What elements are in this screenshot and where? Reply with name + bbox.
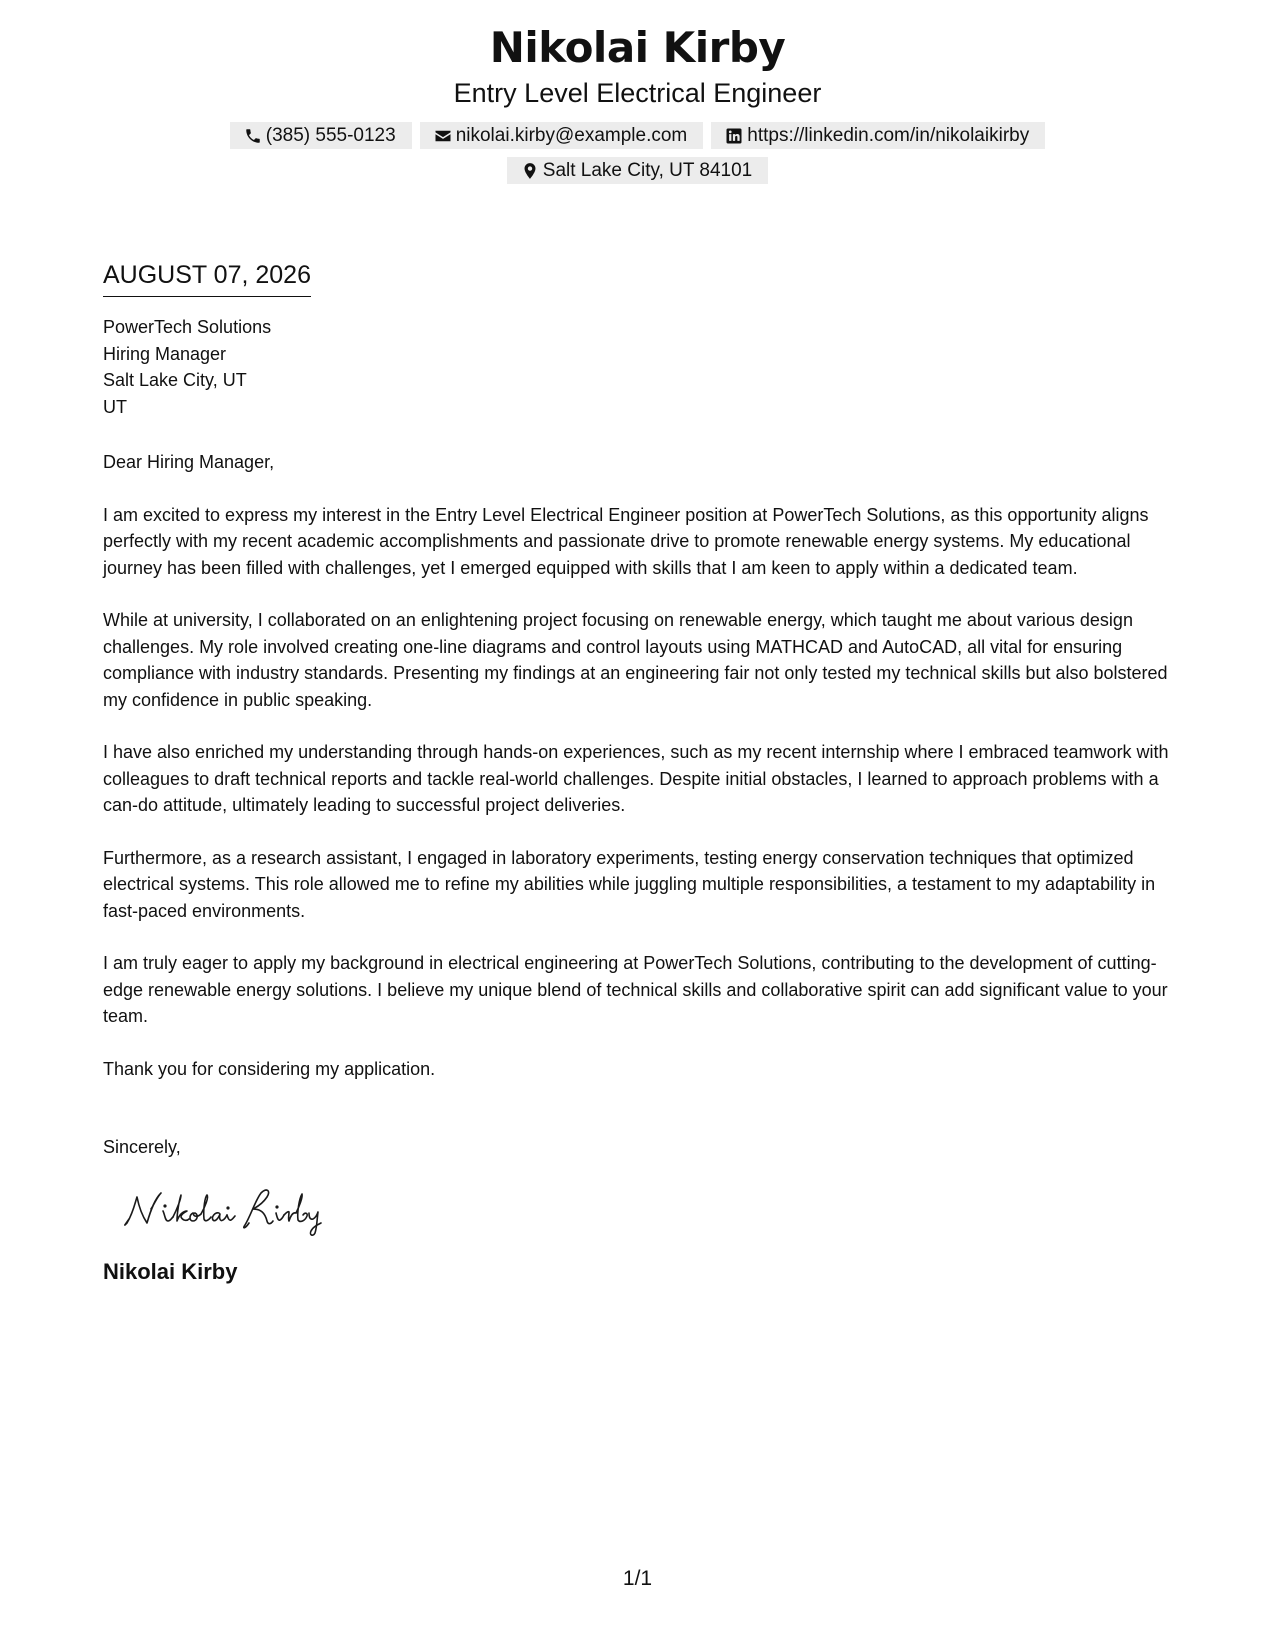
salutation: Dear Hiring Manager,: [103, 452, 275, 472]
contact-location: [507, 157, 768, 184]
contact-phone: [230, 122, 412, 149]
job-title: Entry Level Electrical Engineer: [453, 78, 822, 108]
recipient-company: PowerTech Solutions: [103, 317, 272, 337]
contact-email[interactable]: [420, 122, 704, 149]
body-paragraph: I have also enriched my understanding through hands-on experiences, such as my recent internship where I embraced teamwork with colleagues to draft technical reports and tackle real-world challenges. Despite initial obstacles, I learned to approach problems with a can-do attitude, ultimately leading to successful project deliveries.: [103, 742, 1169, 815]
body-paragraph: Thank you for considering my application.: [103, 1058, 436, 1079]
closing: Sincerely,: [103, 1137, 181, 1157]
applicant-name: Nikolai Kirby: [489, 23, 786, 72]
page-number: 1/1: [622, 1567, 653, 1590]
signature-graphic: [121, 1179, 351, 1241]
recipient-state: UT: [103, 396, 127, 417]
envelope-icon: [434, 127, 452, 145]
phone-icon: [244, 127, 262, 145]
recipient-block: [103, 314, 1183, 420]
letter-body: [103, 258, 1183, 1287]
letter-date: AUGUST 07, 2026: [103, 258, 311, 297]
linkedin-icon: [725, 127, 743, 145]
linkedin-text[interactable]: https://linkedin.com/in/nikolaikirby: [747, 125, 1030, 146]
contact-linkedin[interactable]: [711, 122, 1045, 149]
signer-name: Nikolai Kirby: [103, 1258, 238, 1284]
map-pin-icon: [521, 162, 539, 180]
email-text[interactable]: nikolai.kirby@example.com: [455, 125, 688, 146]
letter-header: [0, 20, 1275, 184]
body-paragraph: I am excited to express my interest in the Entry Level Electrical Engineer position at PowerTech Solutions, as this opportunity aligns perfectly with my recent academic accomplishments and passionate drive to promote renewable energy systems. My educational journey has been filled with challenges, yet I emerged equipped with skills that I am keen to apply within a dedicated team.: [103, 504, 1149, 578]
recipient-contact: Hiring Manager: [103, 343, 227, 364]
phone-text: (385) 555-0123: [265, 125, 396, 146]
recipient-city: Salt Lake City, UT: [103, 370, 247, 390]
location-text: Salt Lake City, UT 84101: [542, 160, 753, 181]
body-paragraph: I am truly eager to apply my background in electrical engineering at PowerTech Solutions, contributing to the development of cutting-edge renewable energy solutions. I believe my unique blend of technical skills and collaborative spirit can add significant value to your team.: [103, 953, 1168, 1026]
body-paragraph: While at university, I collaborated on an enlightening project focusing on renewable energy, which taught me about various design challenges. My role involved creating one-line diagrams and control layouts using MATHCAD and AutoCAD, all vital for ensuring compliance with industry standards. Presenting my findings at an engineering fair not only tested my technical skills but also bolstered my confidence in public speaking.: [103, 610, 1168, 710]
handwritten-signature: [121, 1179, 1183, 1241]
body-paragraph: Furthermore, as a research assistant, I engaged in laboratory experiments, testing energy conservation techniques that optimized electrical systems. This role allowed me to refine my abilities while juggling multiple responsibilities, a testament to my adaptability in fast-paced environments.: [103, 847, 1156, 921]
contact-info: [188, 122, 1088, 184]
